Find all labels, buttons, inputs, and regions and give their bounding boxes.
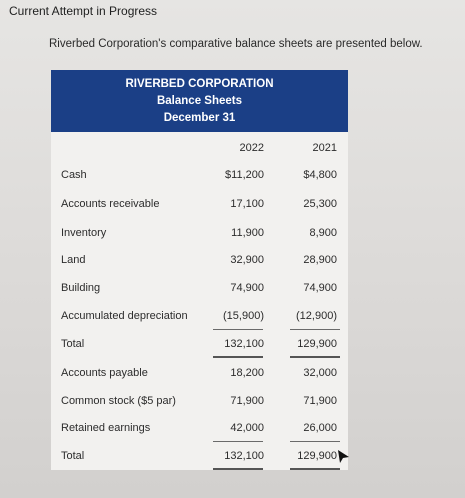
liabilities-rule-2022 <box>213 441 263 442</box>
cash-2021: $4,800 <box>303 169 337 181</box>
inventory-2022: 11,900 <box>231 227 264 239</box>
column-2021: 2021 <box>312 142 337 154</box>
final-rule-2022 <box>213 468 263 470</box>
accumulated-depreciation-2022: (15,900) <box>223 310 264 322</box>
accounts-payable-2022: 18,200 <box>230 367 264 379</box>
inventory-2021: 8,900 <box>309 227 337 239</box>
retained-earnings-2022: 42,000 <box>230 422 264 434</box>
balance-sheet-header <box>51 70 348 132</box>
row-label-total-liabilities-equity: Total <box>61 450 85 462</box>
statement-date: December 31 <box>163 112 236 124</box>
row-label-inventory: Inventory <box>61 227 107 239</box>
accounts-payable-2021: 32,000 <box>303 367 337 379</box>
accounts-receivable-2022: 17,100 <box>230 198 264 210</box>
row-label-accounts-receivable: Accounts receivable <box>61 198 160 210</box>
total-assets-2021: 129,900 <box>297 338 337 350</box>
statement-title: Balance Sheets <box>156 95 242 107</box>
row-label-common-stock: Common stock ($5 par) <box>61 395 176 407</box>
attempt-status: Current Attempt in Progress <box>9 4 158 18</box>
common-stock-2021: 71,900 <box>303 395 337 407</box>
land-2022: 32,900 <box>230 254 264 266</box>
retained-earnings-2021: 26,000 <box>303 422 337 434</box>
mouse-pointer-icon <box>337 449 351 465</box>
building-2021: 74,900 <box>303 282 337 294</box>
accounts-receivable-2021: 25,300 <box>303 198 337 210</box>
total-rule-2021 <box>290 356 340 358</box>
row-label-building: Building <box>61 282 101 294</box>
total-rule-2022 <box>213 356 263 358</box>
column-2022: 2022 <box>239 142 264 154</box>
common-stock-2022: 71,900 <box>230 395 264 407</box>
building-2022: 74,900 <box>230 282 264 294</box>
row-label-cash: Cash <box>61 169 87 181</box>
company-name: RIVERBED CORPORATION <box>125 78 274 90</box>
liabilities-rule-2021 <box>290 441 340 442</box>
subtotal-rule-2022 <box>213 329 263 330</box>
accumulated-depreciation-2021: (12,900) <box>296 310 337 322</box>
row-label-total-assets: Total <box>61 338 85 350</box>
row-label-land: Land <box>61 254 86 266</box>
total-liabilities-equity-2022: 132,100 <box>224 450 264 462</box>
question-intro: Riverbed Corporation's comparative balance sheets are presented below. <box>49 38 423 50</box>
cash-2022: $11,200 <box>225 169 264 181</box>
subtotal-rule-2021 <box>290 329 340 330</box>
total-assets-2022: 132,100 <box>224 338 264 350</box>
row-label-retained-earnings: Retained earnings <box>61 422 151 434</box>
land-2021: 28,900 <box>303 254 337 266</box>
row-label-accounts-payable: Accounts payable <box>61 367 148 379</box>
row-label-accumulated-depreciation: Accumulated depreciation <box>61 310 188 322</box>
final-rule-2021 <box>290 468 340 470</box>
total-liabilities-equity-2021: 129,900 <box>297 450 337 462</box>
